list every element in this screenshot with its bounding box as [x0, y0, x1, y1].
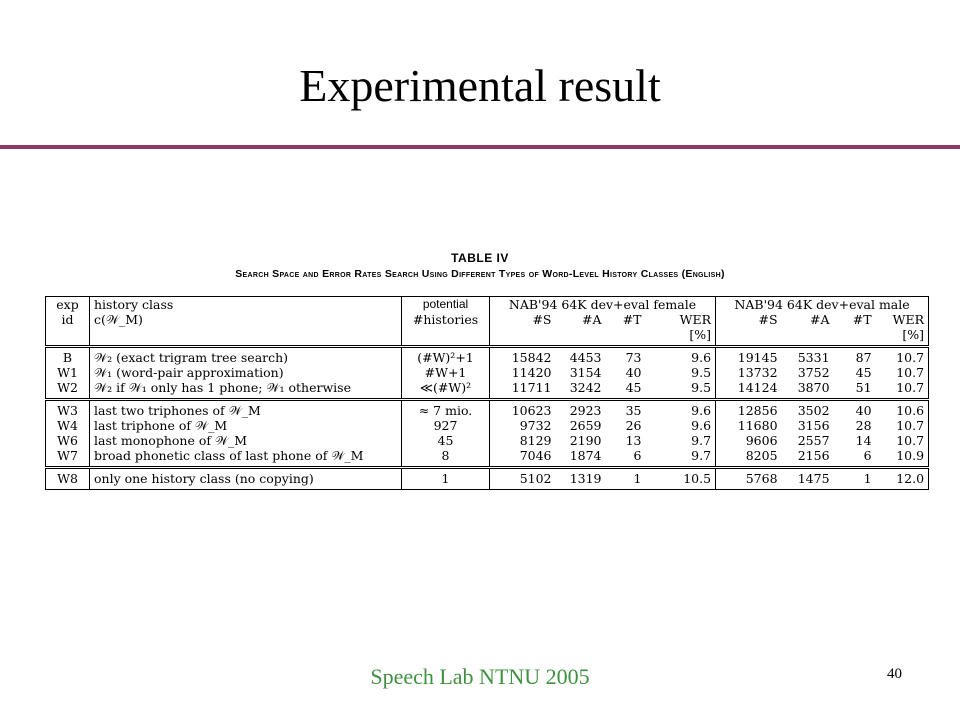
cell-male-a: 2156	[797, 448, 830, 463]
cell-female-a: 2923	[556, 400, 606, 419]
header-exp: exp	[46, 297, 90, 313]
footer-lab: Speech Lab NTNU 2005	[370, 664, 590, 689]
cell-female-s: 5102	[490, 468, 556, 490]
cell-female-s: 15842	[490, 347, 556, 366]
cell-history-class: last triphone of 𝒲_M	[90, 418, 402, 433]
cell-male-wer: 10.9	[896, 448, 925, 463]
cell-male-t: 45	[855, 365, 872, 380]
cell-male-wer: 10.7	[896, 365, 925, 380]
cell-male-t: 28	[855, 418, 872, 433]
cell-potential: #W+1	[402, 365, 490, 380]
cell-female-t: 26	[625, 418, 642, 433]
cell-history-class: 𝒲₁ (word-pair approximation)	[90, 365, 402, 380]
header-female-pct: [%]	[646, 327, 716, 347]
header-male-wer: WER	[892, 312, 925, 327]
cell-male-t: 1	[834, 468, 876, 490]
cell-potential: 8	[402, 448, 490, 468]
header-female-t: #T	[622, 312, 642, 327]
table-row	[46, 433, 929, 448]
cell-female-t: 6	[633, 448, 642, 463]
cell-potential: ≈ 7 mio.	[402, 400, 490, 419]
cell-male-a: 2557	[797, 433, 830, 448]
title-divider	[0, 145, 960, 149]
cell-female-wer: 10.5	[646, 468, 716, 490]
header-histories: #histories	[402, 312, 490, 327]
cell-male-t: 87	[834, 347, 876, 366]
cell-male-t: 14	[855, 433, 872, 448]
cell-female-a: 3242	[569, 380, 602, 395]
cell-exp-id: W7	[46, 448, 90, 468]
header-row-1	[46, 297, 929, 313]
cell-male-wer: 10.7	[896, 433, 925, 448]
cell-male-a: 3870	[797, 380, 830, 395]
cell-male-a: 1475	[782, 468, 834, 490]
header-male-s: #S	[758, 312, 778, 327]
cell-male-a: 3752	[797, 365, 830, 380]
table-row	[46, 468, 929, 490]
cell-female-wer: 9.6	[646, 347, 716, 366]
cell-female-wer: 9.5	[646, 380, 716, 400]
table-row	[46, 365, 929, 380]
slide-title: Experimental result	[299, 60, 661, 111]
cell-female-a: 2659	[569, 418, 602, 433]
cell-history-class: only one history class (no copying)	[90, 468, 402, 490]
header-male-pct: [%]	[902, 327, 925, 342]
cell-female-a: 4453	[556, 347, 606, 366]
cell-potential: 45	[402, 433, 490, 448]
cell-female-wer: 9.5	[646, 365, 716, 380]
cell-history-class: last monophone of 𝒲_M	[90, 433, 402, 448]
cell-potential: 1	[402, 468, 490, 490]
cell-exp-id: W8	[46, 468, 90, 490]
header-history-class: history class	[90, 297, 402, 313]
cell-female-t: 35	[606, 400, 646, 419]
cell-female-t: 73	[606, 347, 646, 366]
cell-male-s: 14124	[737, 380, 778, 395]
table-label: TABLE IV	[451, 251, 509, 265]
cell-exp-id: W2	[46, 380, 90, 400]
cell-female-wer: 9.6	[646, 400, 716, 419]
cell-female-t: 13	[625, 433, 642, 448]
cell-exp-id: W3	[46, 400, 90, 419]
cell-female-s: 11420	[511, 365, 552, 380]
cell-potential: 927	[402, 418, 490, 433]
cell-male-a: 3502	[782, 400, 834, 419]
cell-exp-id: W6	[46, 433, 90, 448]
page-number: 40	[887, 666, 902, 682]
table-body	[46, 347, 929, 490]
cell-female-wer: 9.7	[646, 433, 716, 448]
cell-female-t: 45	[625, 380, 642, 395]
cell-history-class: broad phonetic class of last phone of 𝒲_M	[90, 448, 402, 468]
table-row	[46, 400, 929, 419]
cell-male-s: 8205	[745, 448, 778, 463]
cell-male-wer: 10.7	[896, 418, 925, 433]
cell-female-s: 8129	[519, 433, 552, 448]
cell-male-t: 6	[863, 448, 872, 463]
cell-male-s: 9606	[745, 433, 778, 448]
cell-female-a: 1874	[569, 448, 602, 463]
table-row	[46, 380, 929, 400]
cell-exp-id: W1	[46, 365, 90, 380]
header-male: NAB'94 64K dev+eval male	[734, 297, 910, 312]
cell-female-wer: 9.7	[646, 448, 716, 468]
cell-male-wer: 10.7	[876, 347, 929, 366]
cell-history-class: 𝒲₂ (exact trigram tree search)	[90, 347, 402, 366]
table-row	[46, 347, 929, 366]
header-potential: potential	[402, 297, 490, 313]
cell-female-a: 3154	[569, 365, 602, 380]
header-history-class-sub: c(𝒲_M)	[90, 312, 402, 327]
cell-potential: ≪(#W)²	[402, 380, 490, 400]
cell-female-s: 11711	[511, 380, 552, 395]
cell-male-s: 19145	[716, 347, 782, 366]
header-row-3	[46, 327, 929, 347]
table-row	[46, 448, 929, 468]
cell-male-wer: 10.7	[896, 380, 925, 395]
cell-female-wer: 9.6	[646, 418, 716, 433]
cell-male-s: 13732	[737, 365, 778, 380]
cell-male-a: 3156	[797, 418, 830, 433]
header-female: NAB'94 64K dev+eval female	[490, 297, 716, 313]
cell-history-class: 𝒲₂ if 𝒲₁ only has 1 phone; 𝒲₁ otherwise	[90, 380, 402, 400]
cell-female-t: 1	[606, 468, 646, 490]
cell-male-s: 12856	[716, 400, 782, 419]
cell-potential: (#W)²+1	[402, 347, 490, 366]
cell-female-a: 1319	[556, 468, 606, 490]
cell-male-s: 5768	[716, 468, 782, 490]
header-id: id	[46, 312, 90, 327]
cell-male-wer: 12.0	[876, 468, 929, 490]
header-male-a: #A	[810, 312, 830, 327]
cell-history-class: last two triphones of 𝒲_M	[90, 400, 402, 419]
cell-female-s: 7046	[519, 448, 552, 463]
header-female-wer: WER	[646, 312, 716, 327]
cell-male-a: 5331	[782, 347, 834, 366]
table-row	[46, 418, 929, 433]
cell-female-s: 10623	[490, 400, 556, 419]
cell-female-s: 9732	[519, 418, 552, 433]
cell-male-wer: 10.6	[876, 400, 929, 419]
cell-male-t: 51	[855, 380, 872, 395]
cell-female-a: 2190	[569, 433, 602, 448]
results-table	[45, 296, 929, 490]
cell-exp-id: B	[46, 347, 90, 366]
cell-exp-id: W4	[46, 418, 90, 433]
header-female-s: #S	[532, 312, 552, 327]
header-row-2	[46, 312, 929, 327]
header-female-a: #A	[581, 312, 602, 327]
table-caption: Search Space and Error Rates Search Using Different Types of Word-Level History Classes (English)	[235, 268, 725, 280]
cell-male-s: 11680	[737, 418, 778, 433]
header-male-t: #T	[852, 312, 872, 327]
cell-male-t: 40	[834, 400, 876, 419]
cell-female-t: 40	[625, 365, 642, 380]
